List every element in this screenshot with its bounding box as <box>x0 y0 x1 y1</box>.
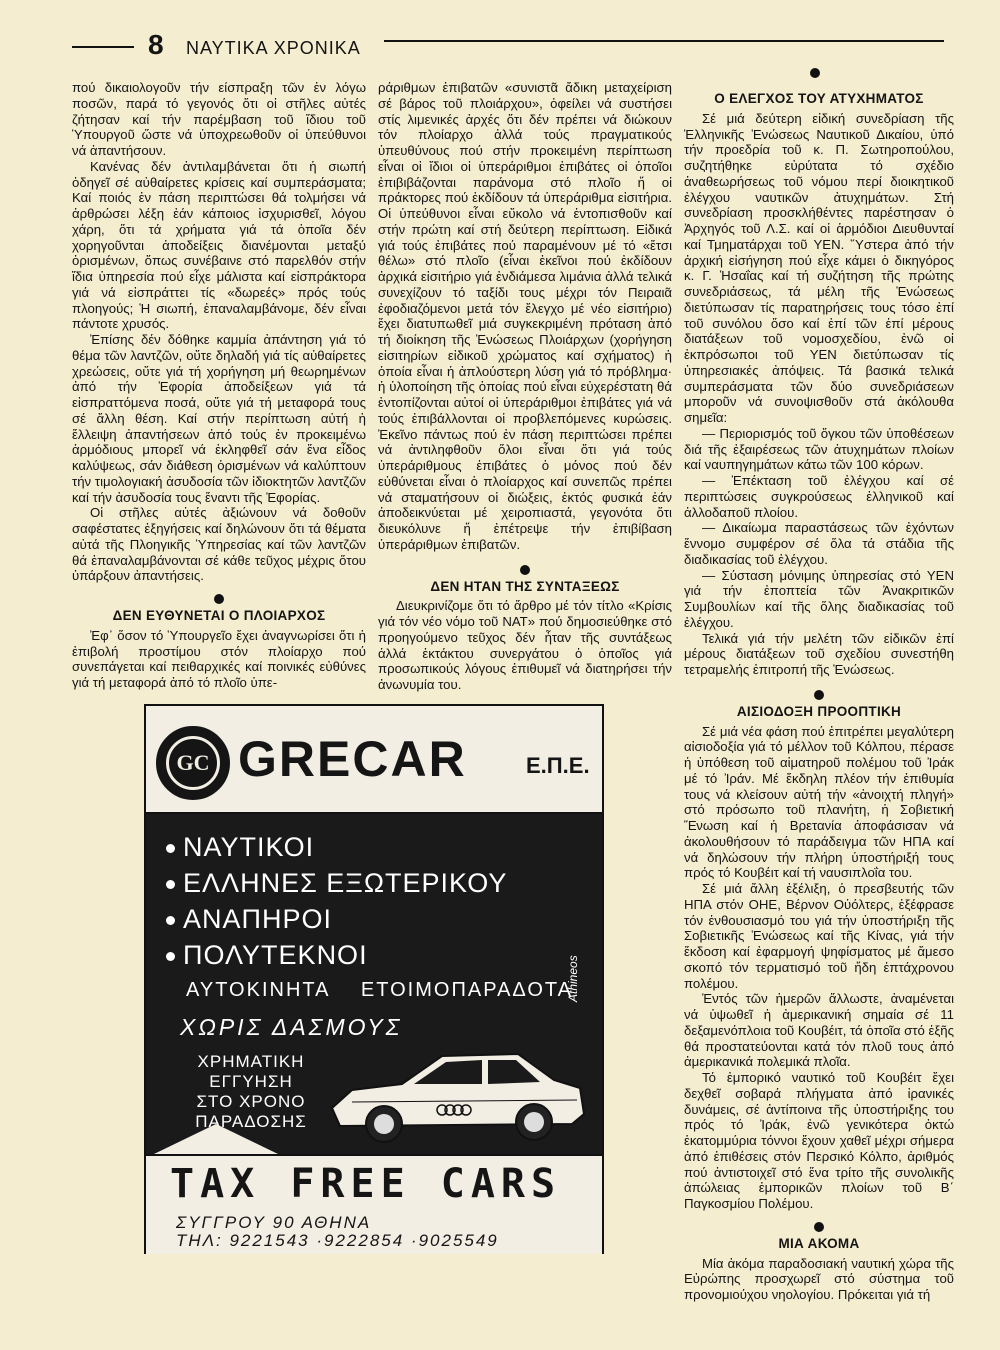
header-rule-left <box>72 46 134 48</box>
paragraph: Σέ μιά ἄλλη ἐξέλιξη, ὁ πρεσβευτής τῶν ΗΠΑ στόν ΟΗΕ, Βέρνον Οὐόλτερς, ἐξέφρασε τόν ἐνθουσιασμό του γιά τήν ὑποστήριξη τῆς Σοβιετικῆς Ἑνώσεως καί τῆς Κίνας, γιά τήν ἔκδοση καί ἐφαρμογή ψηφίσματος μέ ἄμεσο σκοπό τόν τερματισμό τοῦ ἤδη ἑπτάχρονου πολέμου. <box>684 881 954 991</box>
section-bullet-icon <box>520 565 530 575</box>
paragraph: Τελικά γιά τήν μελέτη τῶν εἰδικῶν ἐπί μέρους διατάξεων τοῦ σχεδίου συνεστήθη τετραμελής ἐπιτροπή τῆς Ἑνώσεως. <box>684 630 954 677</box>
paragraph: — Σύσταση μόνιμης ὑπηρεσίας στό ΥΕΝ γιά τήν ἐποπτεία τῶν Ἀνακριτικῶν Συμβουλίων καί τῆς ὅλης διαδικασίας τοῦ ἐλέγχου. <box>684 567 954 630</box>
section-heading: ΔΕΝ ΕΥΘΥΝΕΤΑΙ Ο ΠΛΟΙΑΡΧΟΣ <box>112 608 326 623</box>
ad-ready-cars: ΑΥΤΟΚΙΝΗΤΑ ΕΤΟΙΜΟΠΑΡΑΔΟΤΑ <box>186 979 573 1001</box>
ad-guarantee-line: ΧΡΗΜΑΤΙΚΗ <box>197 1052 305 1071</box>
paragraph: πού δικαιολογοῦν τήν είσπραξη τῶν ἐν λόγω ποσῶν, παρά τό γεγονός ὅτι οἱ στῆλες αὐτές ζήτησαν καί τήν παρέμβαση τοῦ ἴδιου τοῦ Ὑπουργοῦ ὥστε νά ὑποχρεωθοῦν οἱ ὑπεύθυνοι νά ἀπαντήσουν. <box>72 80 366 158</box>
arrow-up-icon <box>154 1124 278 1154</box>
ad-guarantee-line: ΠΑΡΑΔΟΣΗΣ <box>195 1112 307 1131</box>
ad-guarantee-line: ΣΤΟ ΧΡΟΝΟ <box>196 1092 306 1111</box>
ad-footer <box>146 1154 602 1254</box>
ad-brand-suffix: Ε.Π.Ε. <box>526 753 590 778</box>
paragraph: Οἱ στῆλες αὐτές ἀξιώνουν νά δοθοῦν σαφέστατες ἐξηγήσεις καί δηλώνουν ὅτι τά θέματα αὐτά τῆς Πλοηγικῆς Ὑπηρεσίας καί τῶν λαντζῶν θά ἐπαναλαμβάνονται σέ κάθε τεῦχος μέχρις ὅτου ὑπάρξουν ἀπαντήσεις. <box>72 505 366 584</box>
paragraph: Κανένας δέν ἀντιλαμβάνεται ὅτι ἡ σιωπή ὁδηγεῖ σέ αὐθαίρετες κρίσεις καί συμπεράσματα; Καί ποιός ἐν πάση περιπτώσει θά τολμήσει νά ἀρθρώσει λέξη ἐάν κάποιος ἰσχυρισθεῖ, λόγου χάρη, ὅτι τά χρήματα γιά τά ὁποῖα δέν χορηγοῦνται ἀποδείξεις διανέμονται μεταξύ ὁρισμένων, ὅπως συνέβαινε στό παρελθόν στήν ἴδια ὑπηρεσία πού εἶχε μάλιστα καί εἰσπράκτορα γιά νά εἰσπράττει τίς «δωρεές» πρός τούς πλοηγούς; Ἡ σιωπή, ἐπαναλαμβάνομε, δέν εἶναι πάντοτε χρυσός. <box>72 158 366 332</box>
ad-address: ΣΥΓΓΡΟΥ 90 ΑΘΗΝΑ <box>176 1213 372 1232</box>
bullet-icon <box>166 844 175 853</box>
paragraph: Ἐπίσης δέν δόθηκε καμμία ἀπάντηση γιά τό θέμα τῶν λαντζῶν, οὔτε δηλαδή γιά τίς αὐθαίρετες χρεώσεις, οὔτε γιά τή χορήγηση μή θεωρημένων ἀπό τήν Ἐφορία ἀποδείξεων γιά τά εἰσπραττόμενα ποσά, οὔτε γιά τή μεταφορά τους σέ ἄλλη θέση. Καί στήν περίπτωση αὐτή ἡ ἔλλειψη ἀπαντήσεων ἀπό τούς ἐν προκειμένω ἁρμόδιους μπορεῖ νά ἐκληφθεῖ σάν ἕνα εἶδος καλύψεως, σάν διάθεση ὁρισμένων νά καλύπτουν τήν τιμολογιακή ἀσυδοσία τῶν ἰδιοκτητῶν λαντζῶν καί τήν ἀσυδοσία τους ἔναντι τῆς Ἐφορίας. <box>72 332 366 505</box>
bullet-icon <box>166 916 175 925</box>
grecar-advertisement <box>144 704 604 1254</box>
ad-guarantee-line: ΕΓΓΥΗΣΗ <box>209 1072 293 1091</box>
paragraph: Ἐφ᾽ ὅσον τό Ὑπουργεῖο ἔχει ἀναγνωρίσει ὅτι ἡ ἐπιβολή προστίμου στόν πλοίαρχο πού συνεπάγεται καί πειθαρχικές καί ποινικές εὐθύνες γιά τή μεταφορά ἀπό τό πλοῖο ὑπε- <box>72 627 366 690</box>
paragraph: Μία ἀκόμα παραδοσιακή ναυτική χώρα τῆς Εὐρώπης προσχωρεῖ στό σύστημα τοῦ προνομιούχου νηολογίου. Πρόκειται γιά τή <box>684 1255 954 1302</box>
ad-bullet-item: ΠΟΛΥΤΕΚΝΟΙ <box>166 940 368 970</box>
section-heading: ΔΕΝ ΗΤΑΝ ΤΗΣ ΣΥΝΤΑΞΕΩΣ <box>430 578 620 594</box>
bullet-icon <box>166 880 175 889</box>
section-bullet-icon <box>810 68 820 78</box>
paragraph: — Ἐπέκταση τοῦ ἐλέγχου καί σέ περιπτώσεις συγκρούσεως ἑλληνικοῦ καί ἀλλοδαποῦ πλοίου. <box>684 473 954 520</box>
paragraph: — Δικαίωμα παραστάσεως τῶν ἐχόντων ἔννομο συμφέρον σέ ὅλα τά στάδια τῆς διαδικασίας τοῦ ἐλέγχου. <box>684 520 954 567</box>
section-heading: ΜΙΑ ΑΚΟΜΑ <box>778 1235 860 1251</box>
ad-bullet-item: ΕΛΛΗΝΕΣ ΕΞΩΤΕΡΙΚΟΥ <box>166 868 507 898</box>
column-2 <box>378 80 672 693</box>
bullet-icon <box>166 952 175 961</box>
car-illustration <box>322 1038 592 1150</box>
column-1 <box>72 80 366 691</box>
ad-bullet-item: ΑΝΑΠΗΡΟΙ <box>166 904 332 934</box>
header-rule-right <box>384 40 944 42</box>
publication-title: ΝΑΥΤΙΚΑ ΧΡΟΝΙΚΑ <box>186 38 361 58</box>
ad-phone: ΤΗΛ: 9221543 ·9222854 ·9025549 <box>176 1231 499 1250</box>
page-number: 8 <box>148 29 164 60</box>
paragraph: — Περιορισμός τοῦ ὄγκου τῶν ὑποθέσεων διά τῆς ἐξαιρέσεως τῶν ἀτυχημάτων πλοίων καί ναυπηγημάτων κάτω τῶν 100 κόρων. <box>684 425 954 473</box>
column-3 <box>684 91 954 1303</box>
section-heading: ΑΙΣΙΟΔΟΞΗ ΠΡΟΟΠΤΙΚΗ <box>736 703 902 719</box>
section-heading: Ο ΕΛΕΓΧΟΣ ΤΟΥ ΑΤΥΧΗΜΑΤΟΣ <box>714 91 924 106</box>
ad-tax-free: TAX FREE CARS <box>170 1161 562 1207</box>
paragraph: Ἐντός τῶν ἡμερῶν ἄλλωστε, ἀναμένεται νά ὑψωθεῖ ἡ ἀμερικανική σημαία σέ 11 δεξαμενόπλοια τοῦ Κουβέιτ, τά ὁποῖα στό ἑξῆς θά προστατεύονται κατά τόν πλοῦ τους ἀπό ἀμερικανικά πολεμικά πλοῖα. <box>684 991 954 1070</box>
paragraph: Τό ἐμπορικό ναυτικό τοῦ Κουβέιτ ἔχει δεχθεῖ σοβαρά πλήγματα ἀπό ἰρανικές δυνάμεις, σέ ἀντίποινα τῆς ὑποστήριξης του πρός τό Ἰράκ, ἐνῶ γενικότερα ὀκτώ ἑκατομμύρια τόννοι ἔχουν χαθεῖ μέχρι σήμερα ἀπό ἐπιθέσεις στόν Περσικό Κόλπο, ἀριθμός πού ἀντιστοιχεῖ στό ἕνα τρίτο τῆς συνολικῆς ἀπώλειας ἐμπορικῶν πλοίων τοῦ Β΄ Παγκοσμίου Πολέμου. <box>684 1070 954 1211</box>
section-bullet-icon <box>214 594 224 604</box>
section-bullet-icon <box>814 1222 824 1232</box>
ad-duty-free: ΧΩΡΙΣ ΔΑΣΜΟΥΣ <box>180 1014 403 1040</box>
ad-signature: Athineos <box>566 955 580 1002</box>
paragraph: ράριθμων ἐπιβατῶν «συνιστᾶ ἄδικη μεταχείριση σέ βάρος τοῦ πλοιάρχου», ὀφείλει νά συστήσει στίς λιμενικές ἀρχές ὅτι δέν πρέπει νά διώκουν τόν πλοίαρχο ἀλλά τούς πραγματικούς ὑπευθύνους πού στήν προκειμένη περίπτωση εἶναι οἱ ἴδιοι οἱ ὑπεράριθμοι ἐπιβάτες οἱ ὁποῖοι ἐπιβιβάζονται παράνομα στό πλοῖο ἤ οἱ πράκτορες πού ἐκδίδουν τά ὑπεράριθμα εἰσιτήρια. Οἱ ὑπεύθυνοι εἶναι εὔκολο νά ἐντοπισθοῦν καί στήν πρώτη καί στή δεύτερη περίπτωση. Εἰδικά γιά τούς ἐπιβάτες πού παραμένουν μέ τό «ἔτσι θέλω» στό πλοῖο (εἶναι ἐκεῖνοι πού ἐκδίδουν ἀρχικά εἰσιτήριο γιά ἐνδιάμεσα λιμάνια ἀλλά τελικά συνεχίζουν τό ταξίδι τους μέχρι τόν Πειραιᾶ ἐφοδιαζόμενοι μετά τόν ἔλεγχο μέ νέο εἰσιτήριο) ἔχει διατυπωθεῖ μιά συγκεκριμένη πρόταση ἀπό τή διοίκηση τῆς Ἑνώσεως Πλοιάρχων (χορήγηση εἰσιτηρίων εἰδικοῦ χρώματος καί σχήματος) ἡ ὁποία εἶναι ἡ ἀπλούστερη λύση γιά τό πρόβλημα· ἡ ὑλοποίηση τῆς ὁποίας πού εἶναι εὐχερέστατη θά ἐντοπίζονται αὐτοί οἱ ὑπεράριθμοι ἐπιβάτες γιά νά τούς ἐπιβάλλονται οἱ προβλεπόμενες κυρώσεις. Ἐκεῖνο πάντως πού ἐν πάση περιπτώσει πρέπει νά ἀντιληφθοῦν ὅλοι εἶναι ὅτι γιά τούς ὑπεράριθμους ἐπιβάτες ὁ μόνος πού δέν εὐθύνεται εἶναι ὁ πλοίαρχος καί συνεπῶς πρέπει νά σταματήσουν οἱ διώξεις, ἐκτός φυσικά ἐάν ἀποδεικνύεται μέ χειροπιαστά, γεγονότα ὅτι διευκόλυνε ἤ ἐπέτρεψε τήν ἐπιβίβαση ὑπεράριθμων ἐπιβατῶν. <box>378 80 672 552</box>
grecar-logo-icon: GC <box>156 726 230 800</box>
ad-bullet-item: ΝΑΥΤΙΚΟΙ <box>166 832 314 862</box>
paragraph: Σέ μιά δεύτερη εἰδική συνεδρίαση τῆς Ἑλληνικῆς Ἑνώσεως Ναυτικοῦ Δικαίου, ὑπό τήν προεδρία τοῦ κ. Π. Σωτηροπούλου, συζητήθηκε εὐρύτατα τό σχέδιο ἀναθεωρήσεως τοῦ νόμου περί διοικητικοῦ ἐλέγχου ναυτικῶν ἀτυχημάτων. Στή συνεδρίαση προσκλήθέντες παρέστησαν ὁ Ἀρχηγός τοῦ Λ.Σ. καί οἱ ἁρμόδιοι Διευθυνταί καί Τμηματάρχαι τοῦ ΥΕΝ. Ὕστερα ἀπό τήν ἀρχική εἰσήγηση πού εἶχε κάμει ὁ δικηγόρος κ. Γ. Ἡσαΐας καί τή συζήτηση τῆς πρώτης συνεδριάσεως, τά μέλη τῆς Ἑνώσεως διετύπωσαν τίς παρατηρήσεις τους τόσο ἐπί τοῦ συνόλου ὅσο καί ἐπί τῶν ἐπί μέρους διατάξεων τοῦ νομοσχεδίου, ἐνῶ οἱ ἐκπρόσωποι τοῦ ΥΕΝ διετύπωσαν τίς ὑπηρεσιακές ἀπόψεις. Τά βασικά τελικά συμπεράσματα τῶν δύο συνεδριάσεων μποροῦν νά συνοψισθοῦν στά ἀκόλουθα σημεῖα: <box>684 110 954 425</box>
section-bullet-icon <box>814 690 824 700</box>
ad-brand: GRECAR <box>238 731 467 787</box>
paragraph: Σέ μιά νέα φάση πού ἐπιτρέπει μεγαλύτερη αἰσιοδοξία γιά τό μέλλον τοῦ Κόλπου, πέρασε ἡ ὑπόθεση τοῦ αἱματηροῦ πολέμου τοῦ Ἰράκ μέ τό Ἰράν. Μέ ἔκδηλη πλέον τήν ἐπιθυμία τους νά κλείσουν αὐτή τήν «ἀνοιχτή πληγή» στό πρόσωπο τοῦ πλανήτη, ἡ Σοβιετική Ἕνωση καί ἡ Βρετανία ἀποφάσισαν νά ἀκολουθήσουν τό παράδειγμα τῶν ΗΠΑ καί νά δηλώσουν τήν πλήρη ὑποστήριξή τους πρός τό Κουβέιτ καί τή ναυσιπλοΐα του. <box>684 723 954 881</box>
paragraph: Διευκρινίζομε ὅτι τό ἄρθρο μέ τόν τίτλο «Κρίσις γιά τόν νέο νόμο τοῦ ΝΑΤ» πού δημοσιεύθηκε στό προηγούμενο τεῦχος δέν ἦταν τῆς συντάξεως ἀλλά ἐκτάκτου συνεργάτου ὁ ὁποῖος γιά προσωπικούς λόγους ἐπιθυμεῖ νά διατηρήσει τήν ἀνωνυμία του. <box>378 598 672 692</box>
ad-header <box>146 706 602 814</box>
